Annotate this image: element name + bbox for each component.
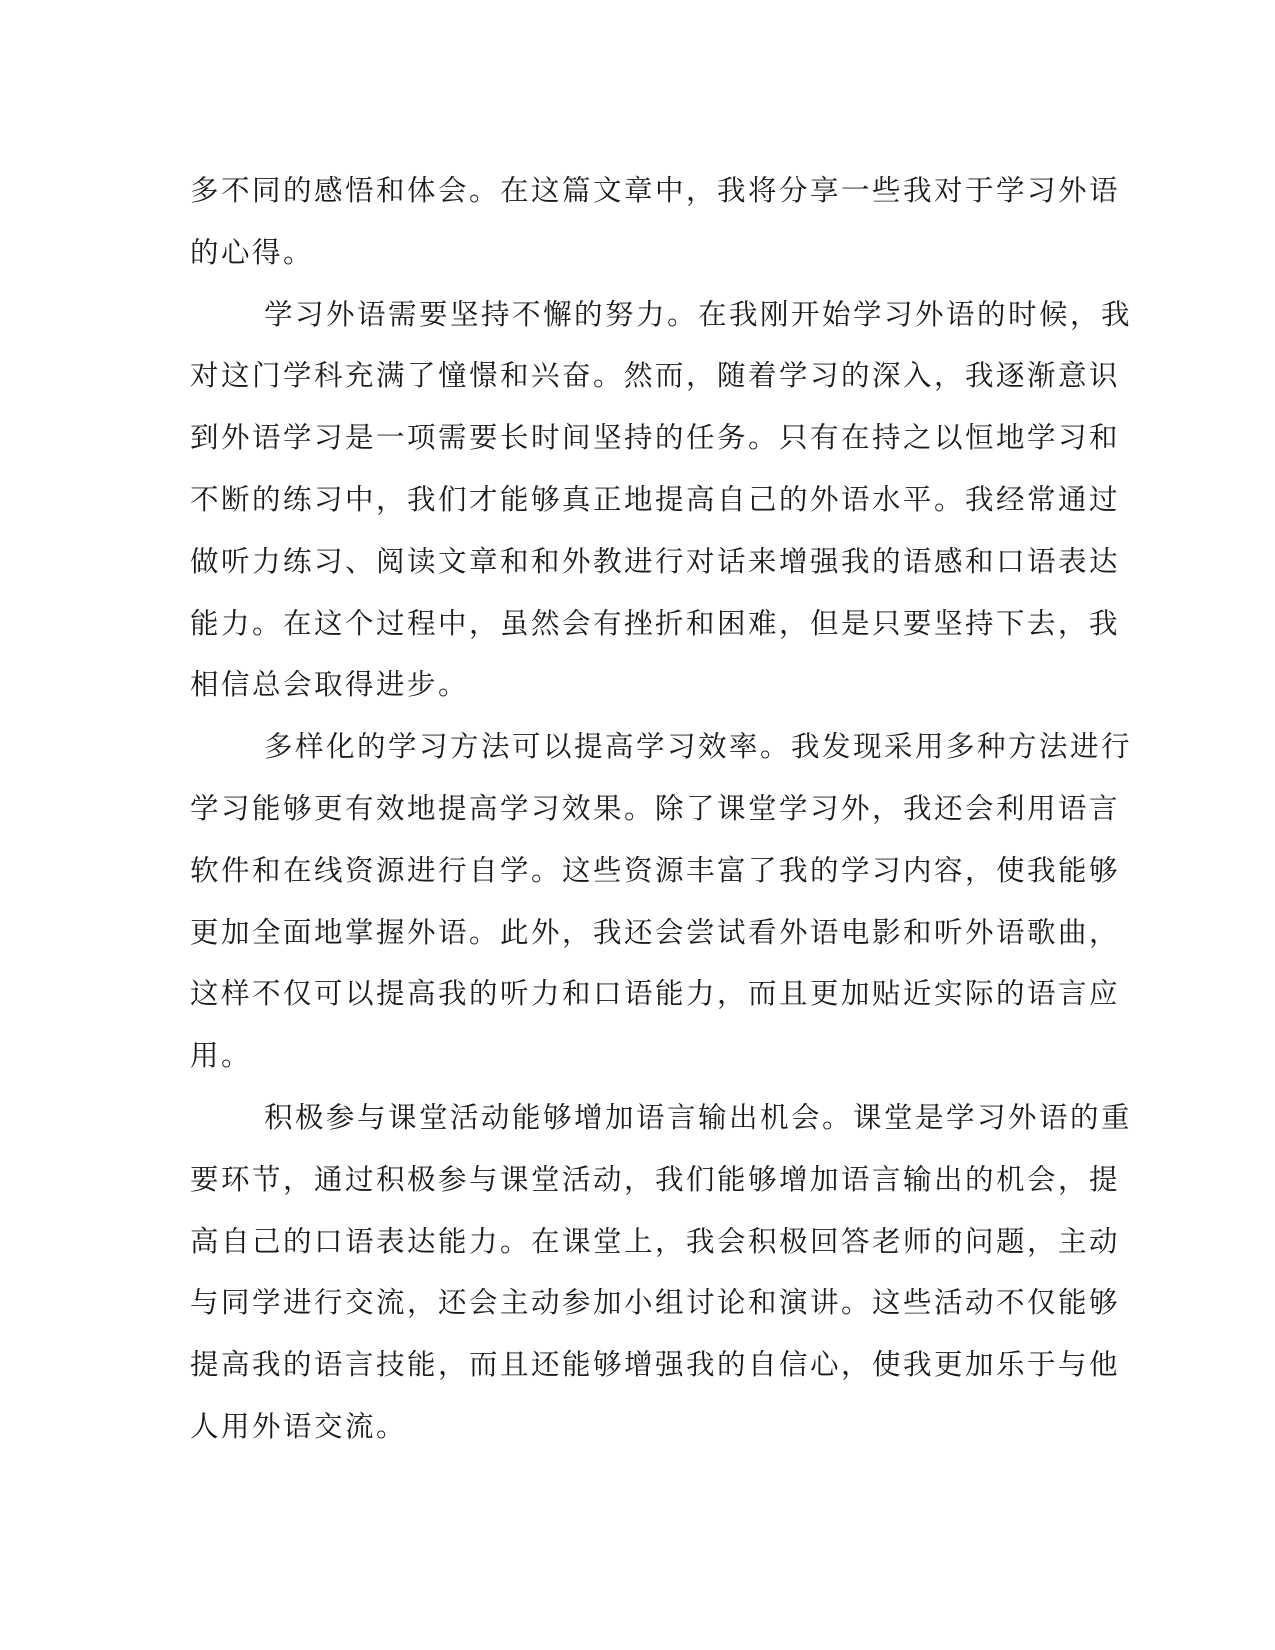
text-line: 学习外语需要坚持不懈的努力。在我刚开始学习外语的时候，我	[264, 297, 1133, 331]
text-line: 这样不仅可以提高我的听力和口语能力，而且更加贴近实际的语言应	[190, 977, 1121, 1011]
text-line: 对这门学科充满了憧憬和兴奋。然而，随着学习的深入，我逐渐意识	[190, 359, 1121, 393]
text-line: 到外语学习是一项需要长时间坚持的任务。只有在持之以恒地学习和	[190, 421, 1121, 455]
text-line: 人用外语交流。	[190, 1409, 408, 1443]
text-line: 与同学进行交流，还会主动参加小组讨论和演讲。这些活动不仅能够	[190, 1286, 1121, 1320]
text-line: 能力。在这个过程中，虽然会有挫折和困难，但是只要坚持下去，我	[190, 606, 1121, 640]
text-line: 高自己的口语表达能力。在课堂上，我会积极回答老师的问题，主动	[190, 1224, 1121, 1258]
text-line: 相信总会取得进步。	[190, 668, 470, 702]
paragraph-4	[190, 1087, 1133, 1458]
text-line: 多不同的感悟和体会。在这篇文章中，我将分享一些我对于学习外语	[190, 174, 1121, 207]
text-line: 不断的练习中，我们才能够真正地提高自己的外语水平。我经常通过	[190, 482, 1121, 516]
text-line: 要环节，通过积极参与课堂活动，我们能够增加语言输出的机会，提	[190, 1162, 1121, 1196]
paragraph-3	[190, 716, 1133, 1087]
text-line: 软件和在线资源进行自学。这些资源丰富了我的学习内容，使我能够	[190, 853, 1121, 887]
text-line: 多样化的学习方法可以提高学习效率。我发现采用多种方法进行	[264, 730, 1133, 764]
text-line: 学习能够更有效地提高学习效果。除了课堂学习外，我还会利用语言	[190, 791, 1121, 825]
document-body	[190, 160, 1133, 1458]
paragraph-1	[190, 160, 1121, 284]
text-line: 做听力练习、阅读文章和和外教进行对话来增强我的语感和口语表达	[190, 544, 1121, 578]
text-line: 积极参与课堂活动能够增加语言输出机会。课堂是学习外语的重	[264, 1100, 1133, 1134]
text-line: 提高我的语言技能，而且还能够增强我的自信心，使我更加乐于与他	[190, 1348, 1121, 1382]
text-line: 用。	[190, 1039, 253, 1073]
paragraph-2	[190, 284, 1133, 717]
text-line: 更加全面地掌握外语。此外，我还会尝试看外语电影和听外语歌曲，	[190, 915, 1121, 949]
text-line: 的心得。	[190, 235, 315, 269]
